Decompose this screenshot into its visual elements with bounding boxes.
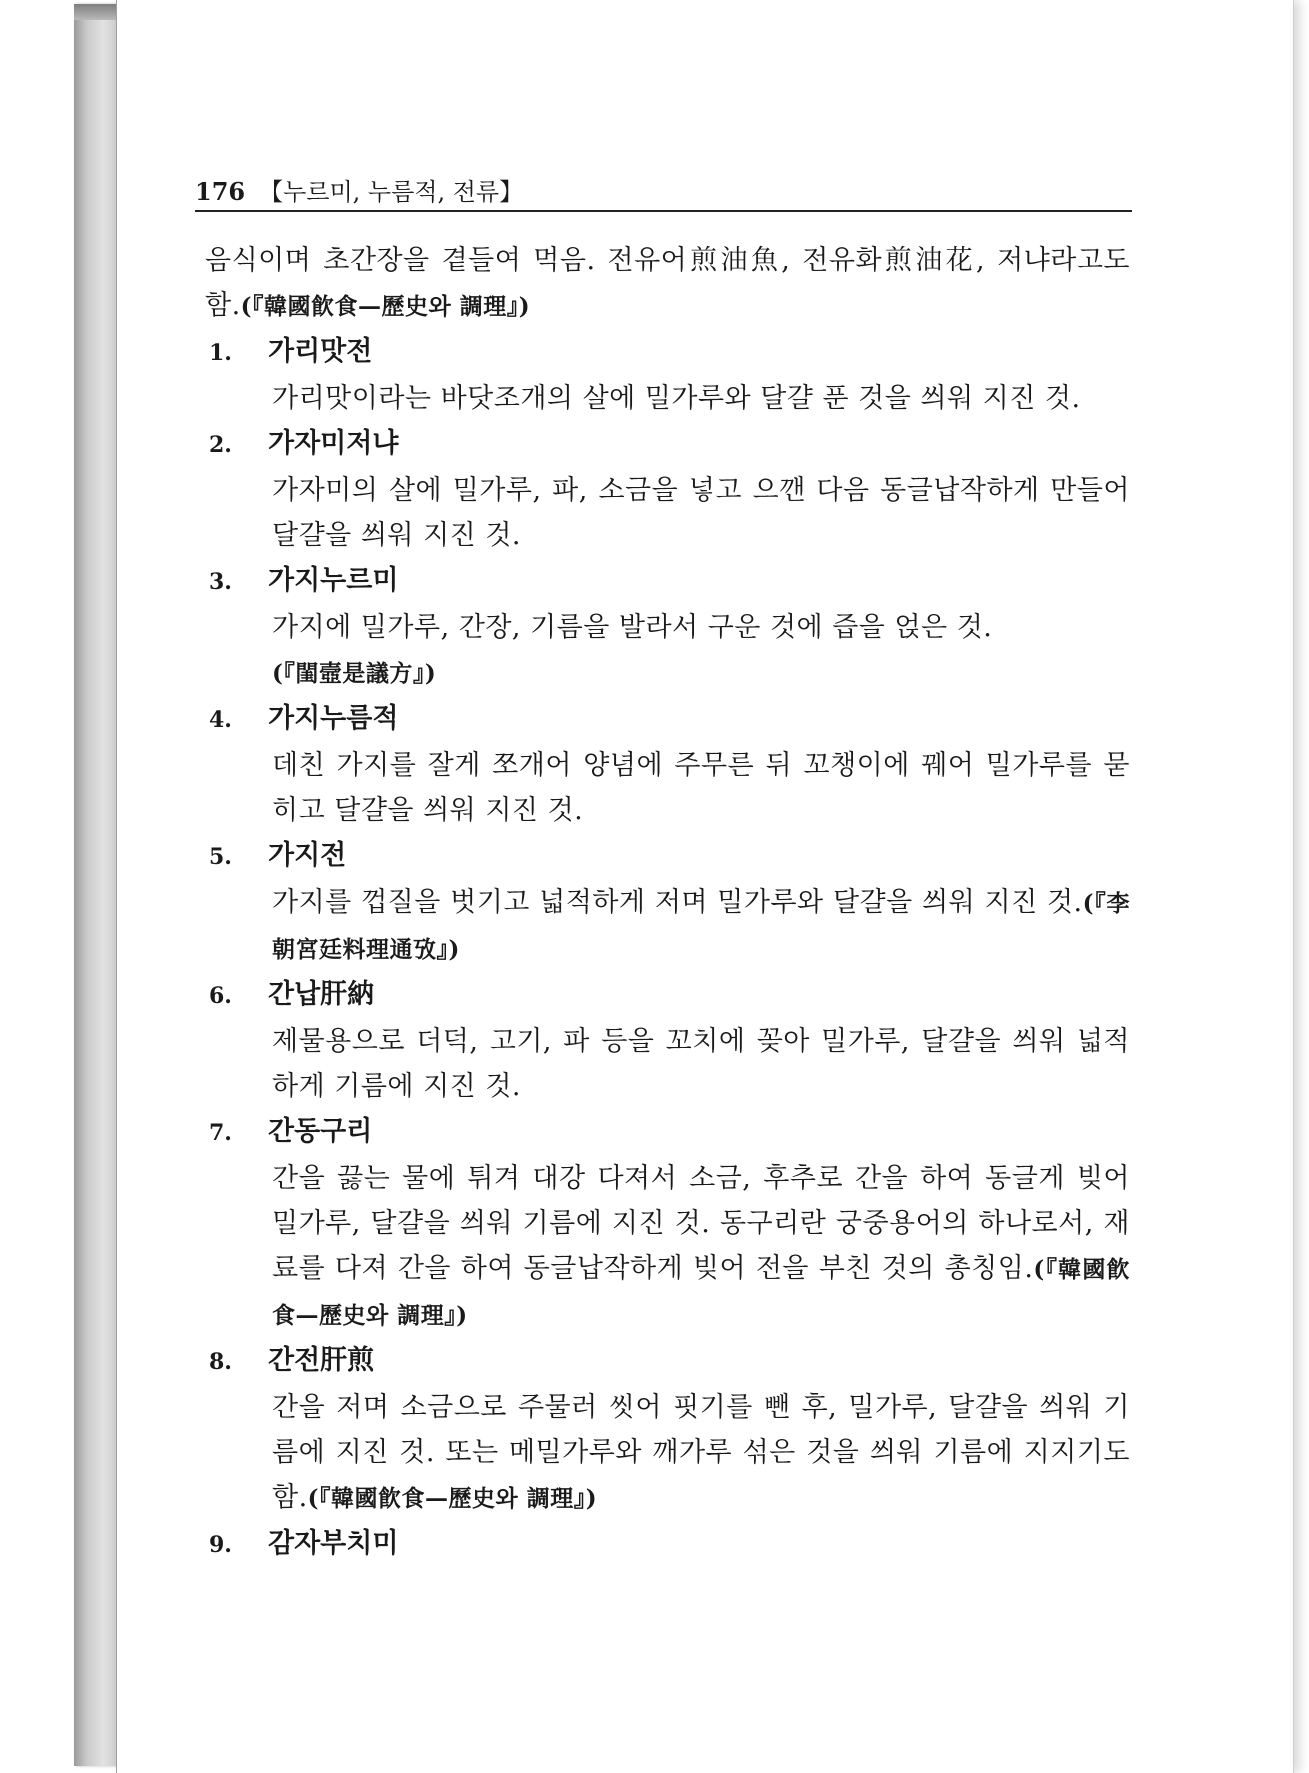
entry-title: 가지전 <box>268 840 347 871</box>
entry-title: 가지누르미 <box>268 565 399 596</box>
entry-heading <box>205 696 1130 743</box>
entry-definition <box>272 468 1130 558</box>
entry-heading <box>205 972 1130 1019</box>
entry-definition <box>272 605 1130 696</box>
entry-citation: (『李朝宮廷料理通攷』) <box>272 890 1130 963</box>
entry-heading <box>205 421 1130 468</box>
entry-definition <box>272 376 1130 421</box>
dictionary-entry <box>205 833 1130 972</box>
section-title: 【누르미, 누름적, 전류】 <box>259 178 524 206</box>
entry-definition-text: 가지에 밀가루, 간장, 기름을 발라서 구운 것에 즙을 얹은 것. <box>272 612 993 643</box>
dictionary-entry <box>205 1338 1130 1521</box>
entry-heading <box>205 1521 1130 1568</box>
entry-title: 간납肝納 <box>268 979 375 1010</box>
entry-number: 2. <box>209 432 232 458</box>
book-spine-edge <box>74 4 116 1766</box>
entry-definition <box>272 1385 1130 1521</box>
entry-title: 가리맛전 <box>268 336 373 367</box>
entry-citation: (『韓國飮食—歷史와 調理』) <box>272 1256 1130 1329</box>
entry-number: 3. <box>209 569 232 595</box>
entry-definition-text: 가자미의 살에 밀가루, 파, 소금을 넣고 으깬 다음 동글납작하게 만들어 달걀을 씌워 지진 것. <box>272 475 1130 551</box>
entry-definition <box>272 743 1130 833</box>
entry-definition <box>272 1019 1130 1109</box>
entry-list <box>205 329 1130 1568</box>
dictionary-entry <box>205 329 1130 421</box>
entry-definition <box>272 880 1130 972</box>
entry-heading <box>205 558 1130 605</box>
entry-number: 8. <box>209 1349 232 1375</box>
entry-heading <box>205 329 1130 376</box>
entry-heading <box>205 1109 1130 1156</box>
page-number: 176 <box>195 177 246 206</box>
entry-citation: (『韓國飮食—歷史와 調理』) <box>307 1485 598 1512</box>
dictionary-entry <box>205 1521 1130 1568</box>
dictionary-entry <box>205 558 1130 696</box>
entry-definition-text: 간을 끓는 물에 튀겨 대강 다져서 소금, 후추로 간을 하여 동글게 빚어 밀가루, 달걀을 씌워 기름에 지진 것. 동구리란 궁중용어의 하나로서, 재료를 다져 간을 하여 동글납작하게 빚어 전을 부친 것의 총칭임. <box>272 1163 1130 1284</box>
entry-citation: (『閨壼是議方』) <box>272 660 437 687</box>
intro-citation: (『韓國飮食—歷史와 調理』) <box>240 293 531 320</box>
dictionary-entry <box>205 696 1130 833</box>
entry-definition-text: 간을 저며 소금으로 주물러 씻어 핏기를 뺀 후, 밀가루, 달걀을 씌워 기름에 지진 것. 또는 메밀가루와 깨가루 섞은 것을 씌워 기름에 지지기도 함. <box>272 1392 1130 1513</box>
header-rule <box>195 210 1132 212</box>
entry-definition-text: 가지를 껍질을 벗기고 넓적하게 저며 밀가루와 달걀을 씌워 지진 것. <box>272 887 1083 918</box>
intro-text: 음식이며 초간장을 곁들여 먹음. 전유어煎油魚, 전유화煎油花, 저냐라고도 함. <box>205 245 1130 321</box>
entry-definition-text: 제물용으로 더덕, 고기, 파 등을 꼬치에 꽂아 밀가루, 달걀을 씌워 넓적하게 기름에 지진 것. <box>272 1026 1130 1102</box>
intro-paragraph <box>205 238 1130 329</box>
entry-number: 1. <box>209 340 232 366</box>
dictionary-entry <box>205 421 1130 558</box>
entry-title: 간전肝煎 <box>268 1345 375 1376</box>
dictionary-entry <box>205 1109 1130 1338</box>
entry-number: 5. <box>209 844 232 870</box>
entry-title: 간동구리 <box>268 1116 373 1147</box>
dictionary-entry <box>205 972 1130 1109</box>
running-header <box>195 172 1130 210</box>
entry-definition-text: 데친 가지를 잘게 쪼개어 양념에 주무른 뒤 꼬챙이에 꿰어 밀가루를 묻히고 달걀을 씌워 지진 것. <box>272 750 1130 826</box>
entry-title: 감자부치미 <box>268 1528 399 1559</box>
entry-number: 9. <box>209 1532 232 1558</box>
entry-definition-text: 가리맛이라는 바닷조개의 살에 밀가루와 달걀 푼 것을 씌워 지진 것. <box>272 383 1081 414</box>
entry-number: 6. <box>209 983 232 1009</box>
entry-number: 4. <box>209 707 232 733</box>
book-spine-top <box>74 4 116 20</box>
entry-number: 7. <box>209 1120 232 1146</box>
dictionary-content <box>205 238 1130 1618</box>
entry-definition <box>272 1156 1130 1338</box>
entry-heading <box>205 833 1130 880</box>
entry-heading <box>205 1338 1130 1385</box>
entry-title: 가자미저냐 <box>268 428 399 459</box>
entry-title: 가지누름적 <box>268 703 399 734</box>
